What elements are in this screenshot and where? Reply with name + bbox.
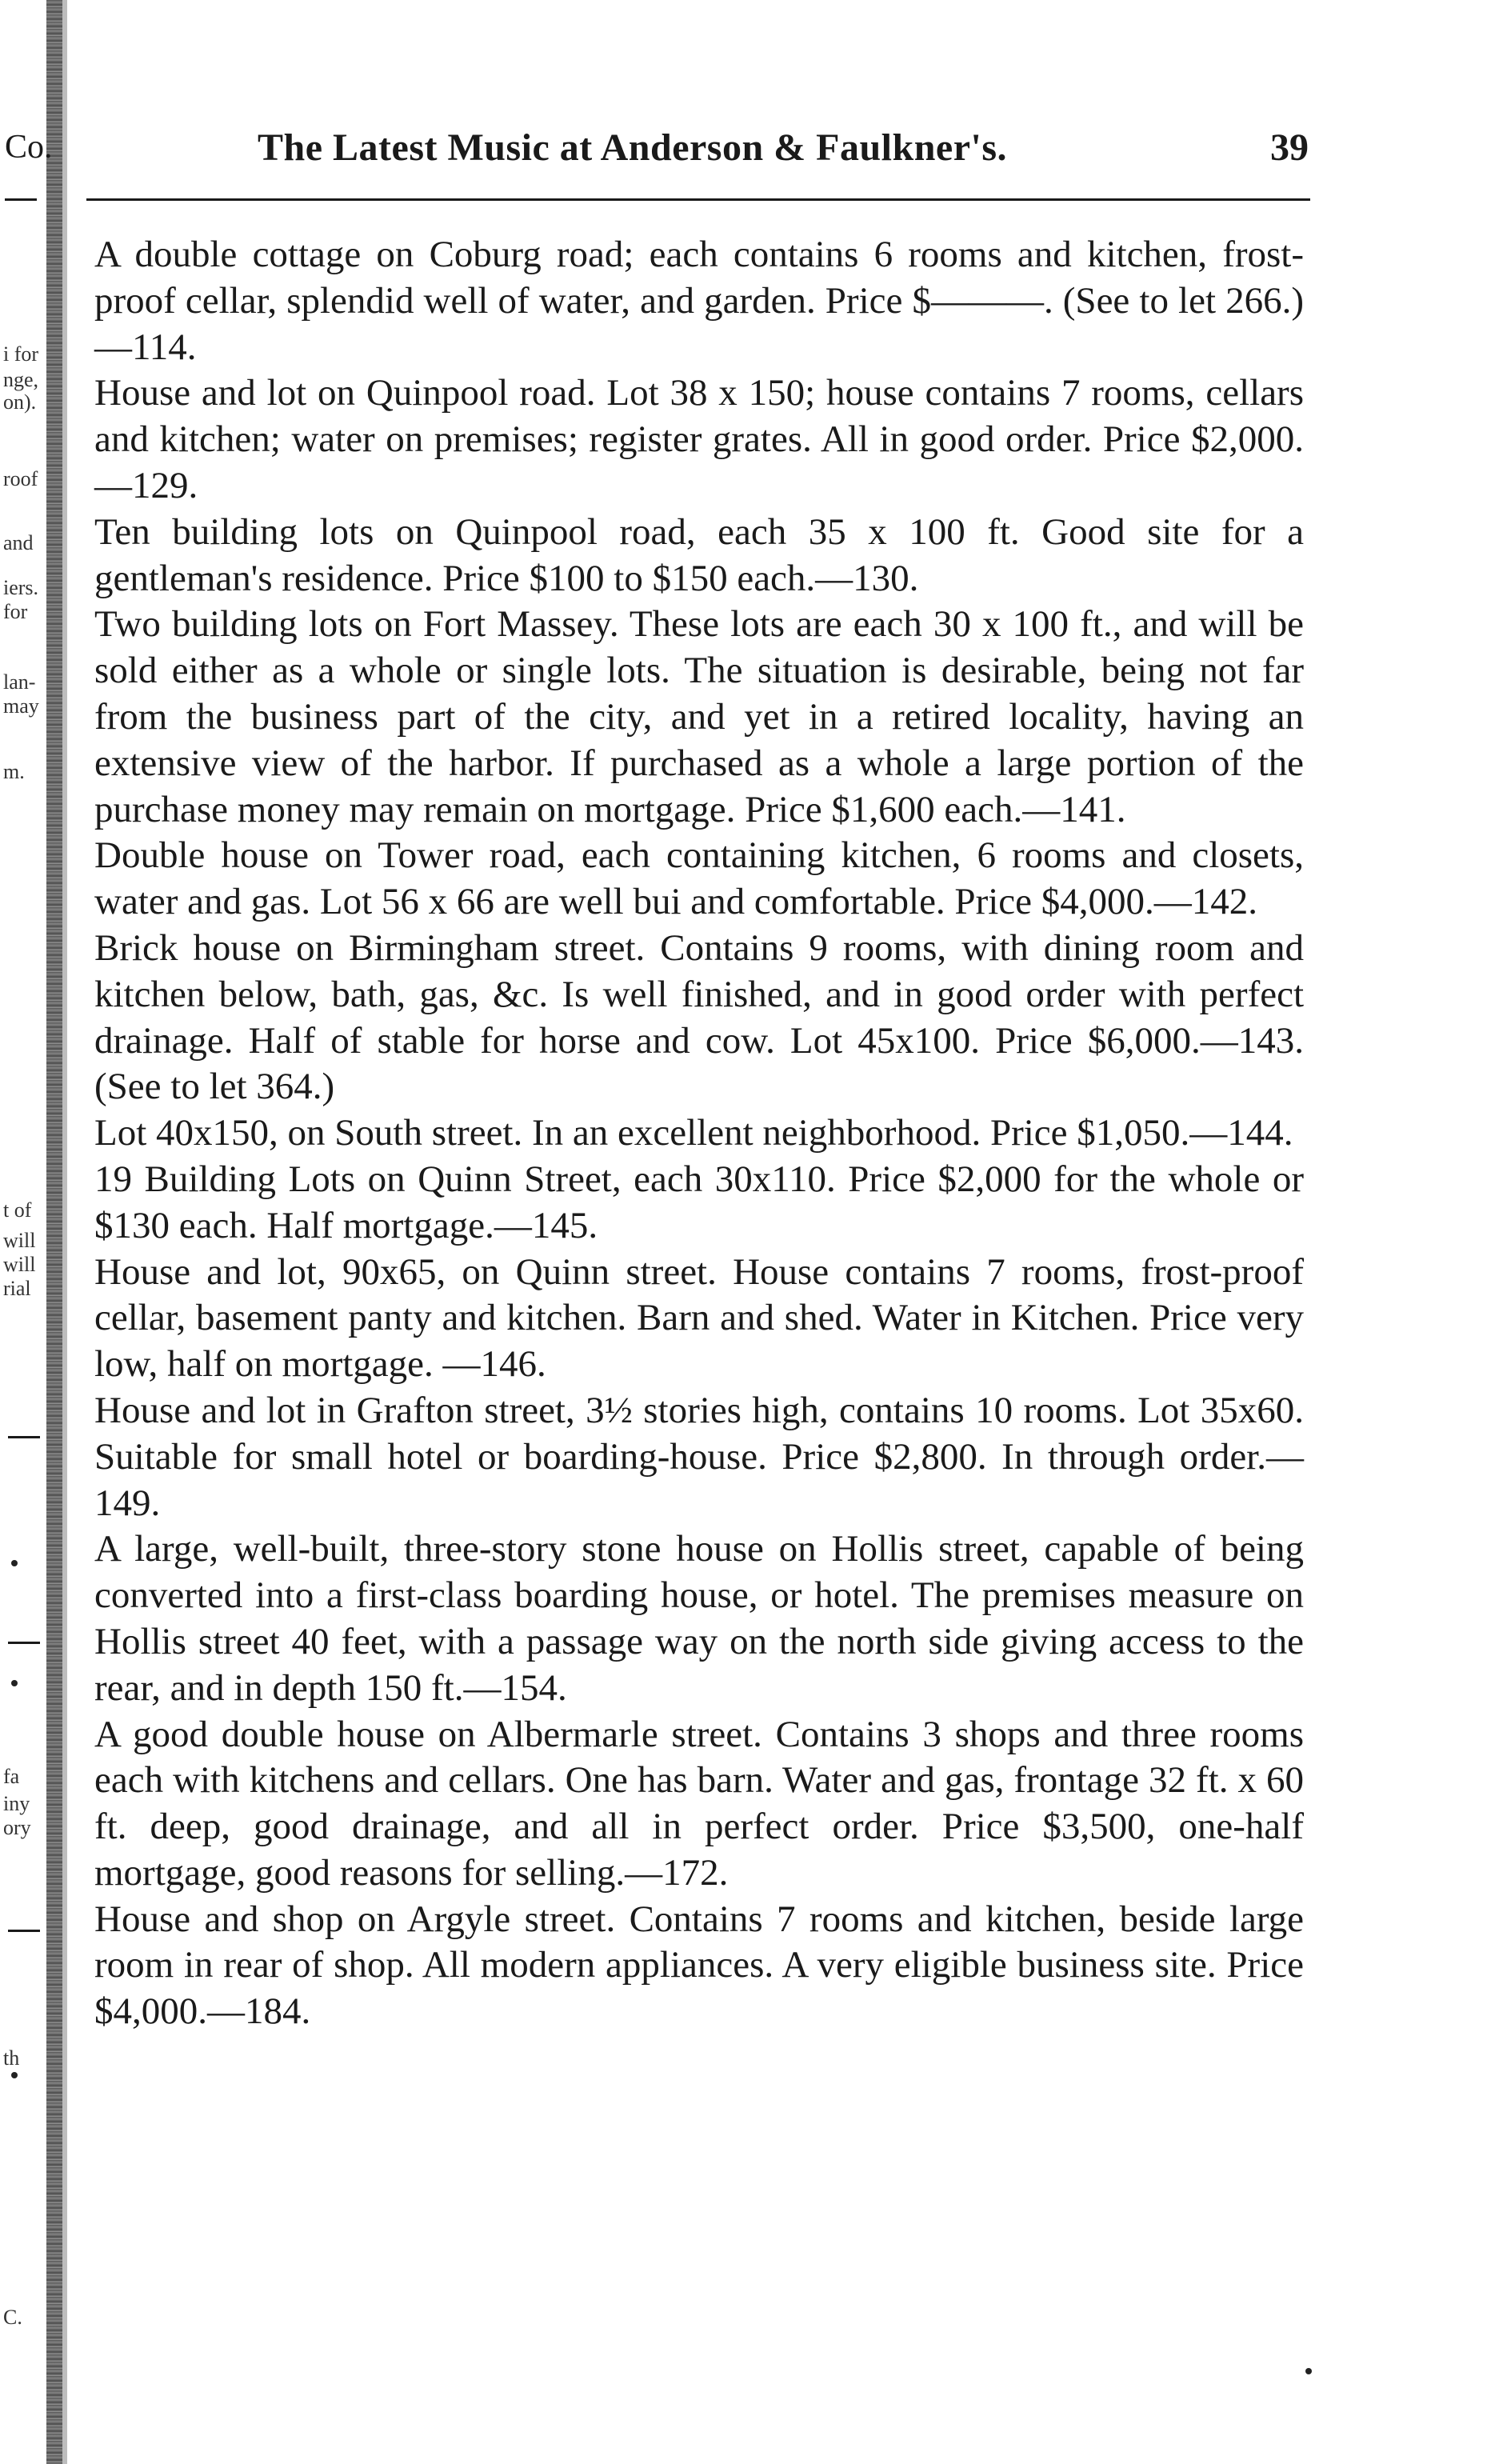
margin-rule	[8, 1642, 40, 1644]
margin-rule	[8, 1930, 40, 1932]
running-title: The Latest Music at Anderson & Faulkner's.	[258, 126, 1008, 169]
margin-fragment: iers.	[3, 576, 39, 599]
margin-fragment: will	[3, 1229, 36, 1252]
listing-146: House and lot, 90x65, on Quinn street. House contains 7 rooms, frost-proof cellar, basement panty and kitchen. Barn and shed. Water in Kitchen. Price very low, half on mortgage. —146.	[94, 1250, 1304, 1386]
binding-gutter-edge	[62, 0, 67, 2464]
margin-fragment: for	[3, 600, 28, 623]
listing-114: A double cottage on Coburg road; each contains 6 rooms and kitchen, frost-proof cellar, splendid well of water, and garden. Price $———. (See to let 266.)—114.	[94, 234, 1304, 368]
listing-144: Lot 40x150, on South street. In an excellent neighborhood. Price $1,050.—144.	[94, 1112, 1293, 1154]
listing-184: House and shop on Argyle street. Contains 7 rooms and kitchen, beside large room in rear of shop. All modern appliances. A very eligible business site. Price $4,000.—184.	[94, 1898, 1304, 2033]
margin-fragment: lan-	[3, 670, 36, 694]
margin-fragment: i for	[3, 342, 39, 366]
left-margin-fragments	[0, 0, 46, 2464]
header-left-fragment: Co.	[5, 129, 53, 166]
listing-130: Ten building lots on Quinpool road, each 35 x 100 ft. Good site for a gentleman's residence. Price $100 to $150 each.—130.	[94, 510, 1304, 599]
running-header	[0, 122, 1499, 170]
listing-149: House and lot in Grafton street, 3½ stories high, contains 10 rooms. Lot 35x60. Suitable for small hotel or boarding-house. Price $2,800. In through order.—149.	[94, 1389, 1304, 1524]
margin-fragment: m.	[3, 760, 25, 783]
margin-fragment: roof	[3, 467, 38, 490]
margin-mark	[11, 2072, 18, 2078]
listing-142: Double house on Tower road, each containing kitchen, 6 rooms and closets, water and gas. Lot 56 x 66 are well bui and comfortable. Price $4,000.—142.	[94, 834, 1304, 923]
listing-143: Brick house on Birmingham street. Contains 9 rooms, with dining room and kitchen below, bath, gas, &c. Is well finished, and in good order with perfect drainage. Half of stable for horse and cow. Lot 45x100. Price $6,000.—143. (See to let 364.)	[94, 926, 1304, 1108]
listing-141: Two building lots on Fort Massey. These lots are each 30 x 100 ft., and will be sold either as a whole or single lots. The situation is desirable, being not far from the business part of the city, and yet in a retired locality, having an extensive view of the harbor. If purchased as a whole a large portion of the purchase money may remain on mortgage. Price $1,600 each.—141.	[94, 603, 1304, 830]
header-rule	[86, 198, 1310, 201]
page-speck	[1305, 2368, 1312, 2374]
margin-fragment: rial	[3, 1277, 31, 1300]
listing-145: 19 Building Lots on Quinn Street, each 30x110. Price $2,000 for the whole or $130 each. Half mortgage.—145.	[94, 1158, 1304, 1246]
margin-fragment: and	[3, 531, 34, 554]
margin-fragment: fa	[3, 1765, 20, 1788]
listing-129: House and lot on Quinpool road. Lot 38 x 150; house contains 7 rooms, cellars and kitchen; water on premises; register grates. All in good order. Price $2,000.—129.	[94, 372, 1304, 506]
margin-fragment: may	[3, 694, 39, 718]
margin-fragment: on).	[3, 390, 37, 414]
margin-mark	[11, 1560, 18, 1566]
binding-gutter	[46, 0, 62, 2464]
margin-fragment: will	[3, 1253, 36, 1276]
listings-column	[94, 232, 1304, 2035]
listing-154: A large, well-built, three-story stone house on Hollis street, capable of being converted into a first-class boarding house, or hotel. The premises measure on Hollis street 40 feet, with a passage way on the north side giving access to the rear, and in depth 150 ft.—154.	[94, 1528, 1304, 1709]
margin-mark	[11, 1680, 18, 1686]
margin-fragment: th	[3, 2046, 20, 2070]
margin-fragment: C.	[3, 2306, 22, 2329]
page-number: 39	[1270, 126, 1309, 169]
margin-fragment: nge,	[3, 368, 39, 391]
margin-fragment: iny	[3, 1792, 30, 1815]
listing-172: A good double house on Albermarle street. Contains 3 shops and three rooms each with kitchens and cellars. One has barn. Water and gas, frontage 32 ft. x 60 ft. deep, good drainage, and all in perfect order. Price $3,500, one-half mortgage, good reasons for selling.—172.	[94, 1713, 1304, 1894]
margin-rule	[8, 1436, 40, 1438]
header-rule-fragment	[5, 198, 37, 201]
margin-fragment: t of	[3, 1198, 32, 1222]
margin-fragment: ory	[3, 1816, 31, 1839]
